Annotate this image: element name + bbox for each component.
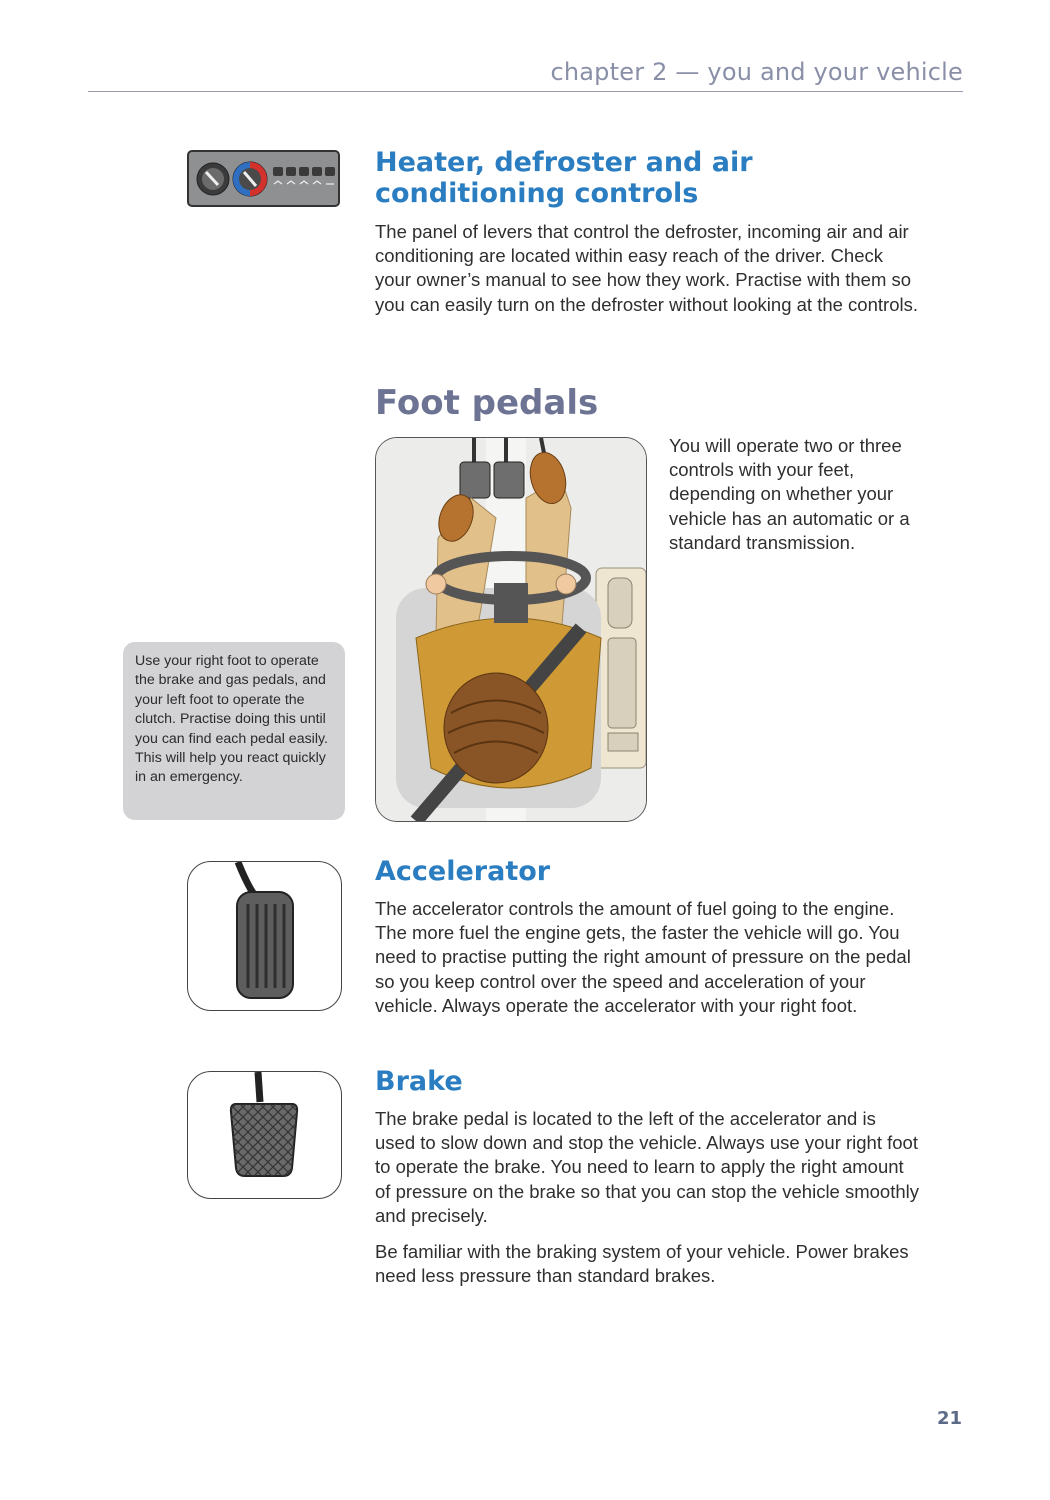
- heater-control-panel-illustration: [187, 150, 340, 208]
- foot-pedals-section: [375, 383, 920, 423]
- brake-body-1: The brake pedal is located to the left of the accelerator and is used to slow down and stop the vehicle. Always use your right foot to operate the brake. You need to learn to apply the right amount of pressure on the brake so that you can stop the vehicle smoothly and precisely.: [375, 1108, 920, 1226]
- heater-section: [375, 147, 920, 317]
- driver-foot-pedals-illustration: [375, 437, 647, 822]
- accelerator-section: [375, 856, 920, 1018]
- heater-heading: Heater, defroster and air conditioning controls: [375, 147, 753, 209]
- foot-pedals-body-block: [669, 434, 921, 555]
- accelerator-pedal-illustration: [187, 861, 342, 1011]
- foot-pedals-body: You will operate two or three controls with your feet, depending on whether your vehicle has an automatic or a standard transmission.: [669, 435, 910, 553]
- brake-pedal-illustration: [187, 1071, 342, 1199]
- brake-body-2: Be familiar with the braking system of your vehicle. Power brakes need less pressure than standard brakes.: [375, 1241, 909, 1287]
- brake-section: [375, 1066, 920, 1288]
- chapter-title: chapter 2 — you and your vehicle: [550, 58, 963, 86]
- foot-pedals-heading: Foot pedals: [375, 383, 599, 423]
- page-header: [88, 58, 963, 92]
- page-number: 21: [936, 1408, 962, 1429]
- accelerator-body: The accelerator controls the amount of fuel going to the engine. The more fuel the engine gets, the faster the vehicle will go. You need to practise putting the right amount of pressure on the pedal so you keep control over the speed and acceleration of your vehicle. Always operate the accelerator with your right foot.: [375, 898, 911, 1016]
- heater-body: The panel of levers that control the defroster, incoming air and air conditioning are located within easy reach of the driver. Check your owner’s manual to see how they work. Practise with them so you can easily turn on the defroster without looking at the controls.: [375, 221, 918, 315]
- brake-heading: Brake: [375, 1066, 463, 1097]
- right-foot-tip-callout: Use your right foot to operate the brake and gas pedals, and your left foot to operate the clutch. Practise doing this until you can find each pedal easily. This will help you react quickly in an emergency.: [123, 642, 345, 820]
- accelerator-heading: Accelerator: [375, 856, 551, 887]
